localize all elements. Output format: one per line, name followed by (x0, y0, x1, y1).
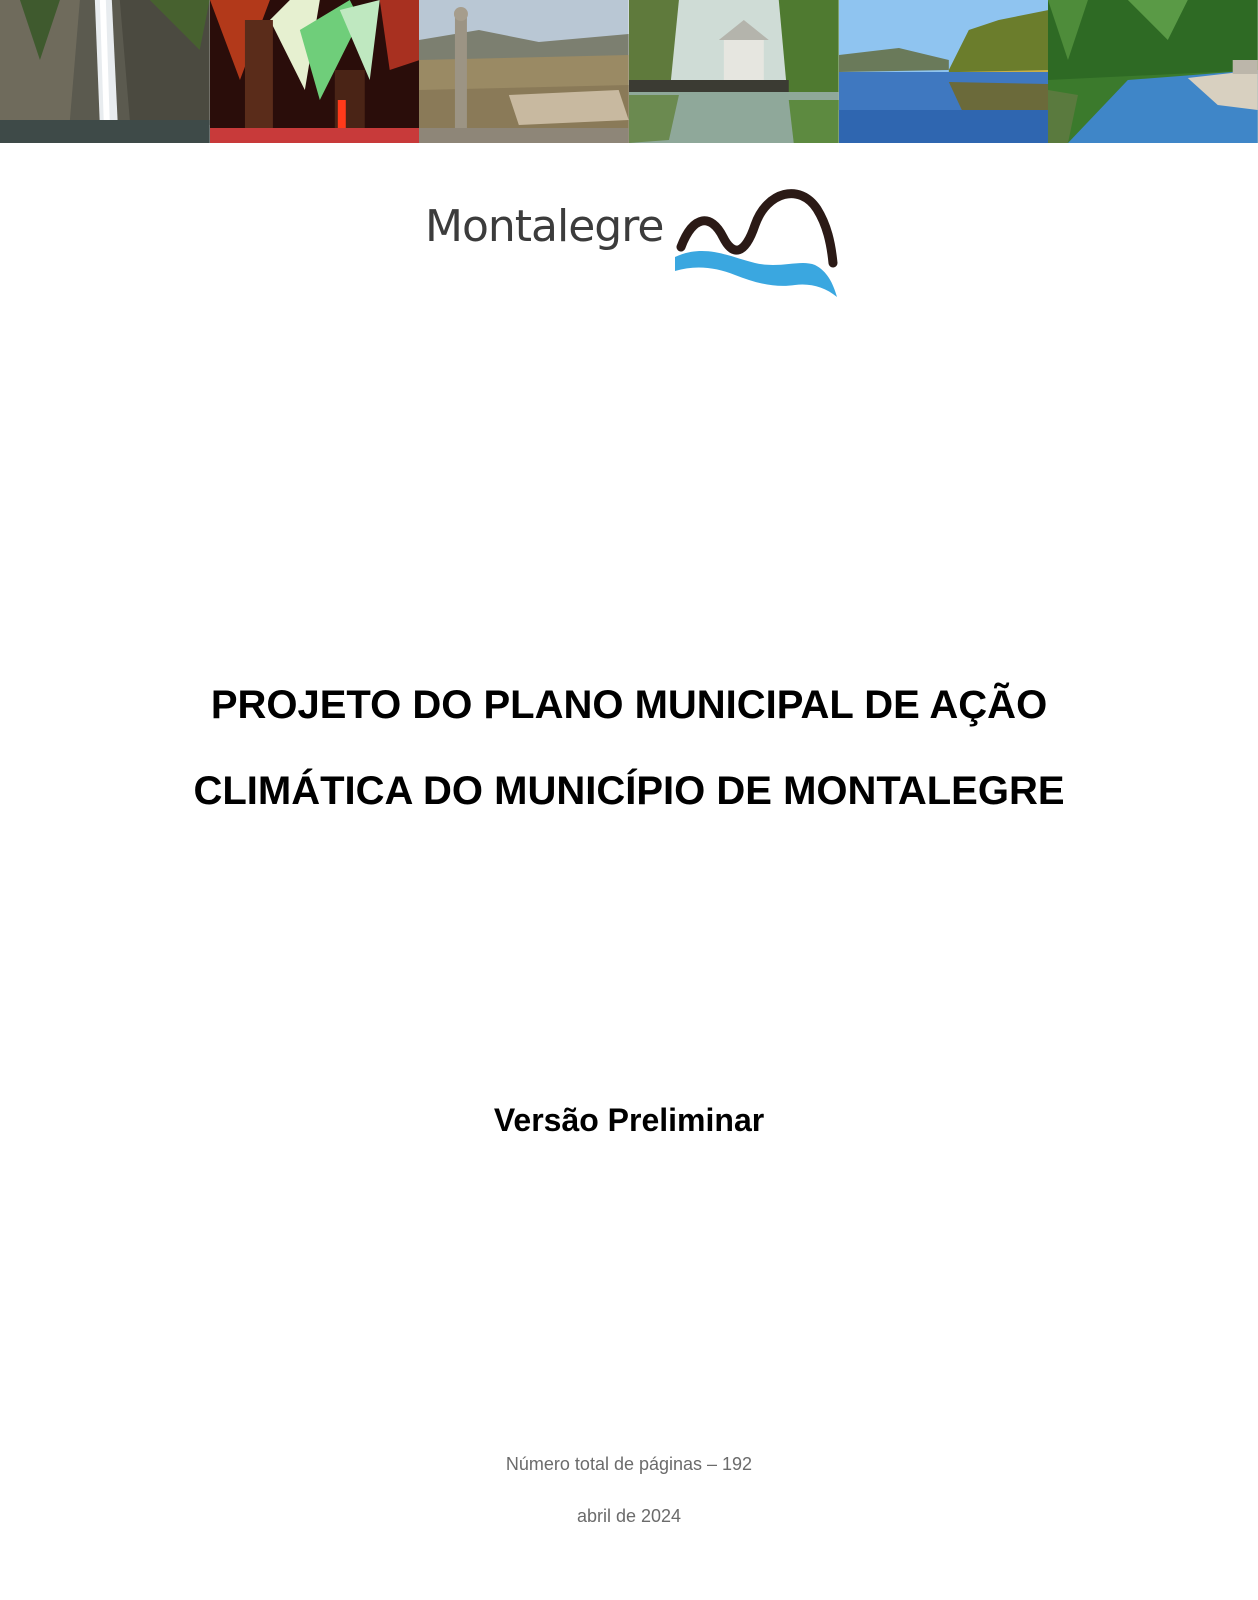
reservoir-forest-photo (839, 0, 1049, 143)
total-pages-label: Número total de páginas – 192 (505, 1454, 753, 1474)
photo-banner (0, 0, 1258, 143)
statue-landscape-photo (419, 0, 629, 143)
version-label: Versão Preliminar (493, 1102, 765, 1138)
bridge-lake-photo (629, 0, 839, 143)
fireworks-castle-photo (210, 0, 420, 143)
waterfall-photo (0, 0, 210, 143)
river-beach-photo (1048, 0, 1258, 143)
document-date: abril de 2024 (576, 1506, 682, 1526)
mountain-river-logo-icon (675, 185, 840, 305)
logo-wordmark: Montalegre (425, 201, 664, 252)
title-line-1: PROJETO DO PLANO MUNICIPAL DE AÇÃO (210, 683, 1048, 727)
document-title (0, 662, 1258, 834)
title-line-2: CLIMÁTICA DO MUNICÍPIO DE MONTALEGRE (193, 769, 1065, 813)
montalegre-logo (425, 185, 835, 305)
